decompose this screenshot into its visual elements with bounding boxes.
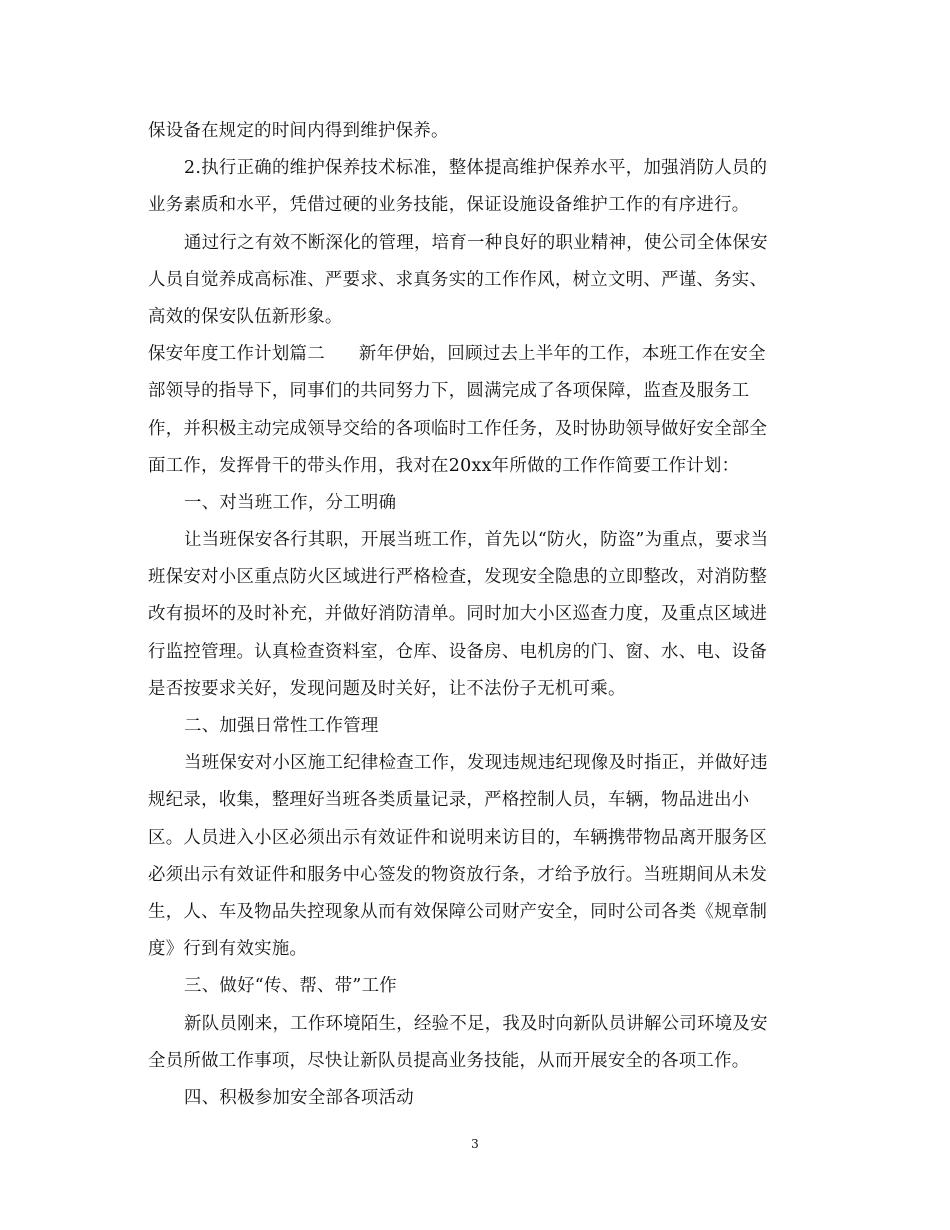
document-body bbox=[148, 113, 804, 1117]
paragraph-line: 部领导的指导下，同事们的共同努力下，圆满完成了各项保障，监查及服务工 bbox=[148, 381, 750, 402]
paragraph-line: 新队员刚来，工作环境陌生，经验不足，我及时向新队员讲解公司环境及安 bbox=[184, 1013, 768, 1034]
section-title-line bbox=[148, 336, 804, 373]
paragraph-line: 2.执行正确的维护保养技术标准，整体提高维护保养水平，加强消防人员的 bbox=[184, 158, 768, 179]
page-number: 3 bbox=[471, 1137, 479, 1151]
section-heading: 四、积极参加安全部各项活动 bbox=[184, 1087, 414, 1108]
section-heading: 一、对当班工作，分工明确 bbox=[184, 492, 397, 513]
paragraph-line: 规纪录，收集，整理好当班各类质量记录，严格控制人员，车辆，物品进出小 bbox=[148, 790, 750, 811]
paragraph-line: 行监控管理。认真检查资料室，仓库、设备房、电机房的门、窗、水、电、设备 bbox=[148, 641, 768, 662]
paragraph-line: 人员自觉养成高标准、严要求、求真务实的工作作风，树立文明、严谨、务实、 bbox=[148, 269, 768, 290]
paragraph-line: 作，并积极主动完成领导交给的各项临时工作任务，及时协助领导做好安全部全 bbox=[148, 418, 768, 439]
paragraph-line: 当班保安对小区施工纪律检查工作，发现违规违纪现像及时指正，并做好违 bbox=[184, 753, 768, 774]
section-heading: 三、做好“传、帮、带”工作 bbox=[184, 976, 397, 997]
section-opening-text: 新年伊始，回顾过去上半年的工作，本班工作在安全 bbox=[358, 344, 766, 365]
paragraph-line: 高效的保安队伍新形象。 bbox=[148, 306, 343, 327]
paragraph-line: 让当班保安各行其职，开展当班工作，首先以“防火，防盗”为重点，要求当 bbox=[184, 530, 769, 551]
paragraph-line: 全员所做工作事项，尽快让新队员提高业务技能，从而开展安全的各项工作。 bbox=[148, 1050, 750, 1071]
section-heading: 二、加强日常性工作管理 bbox=[184, 716, 379, 736]
paragraph-line: 通过行之有效不断深化的管理，培育一种良好的职业精神，使公司全体保安 bbox=[184, 232, 768, 253]
paragraph-line: 面工作，发挥骨干的带头作用，我对在20xx年所做的工作作简要工作计划： bbox=[148, 455, 740, 476]
paragraph-line: 改有损坏的及时补充，并做好消防清单。同时加大小区巡查力度，及重点区域进 bbox=[148, 604, 768, 625]
paragraph-line: 业务素质和水平，凭借过硬的业务技能，保证设施设备维护工作的有序进行。 bbox=[148, 195, 750, 216]
paragraph-line: 度》行到有效实施。 bbox=[148, 939, 308, 960]
paragraph-line: 保设备在规定的时间内得到维护保养。 bbox=[148, 121, 449, 141]
paragraph-line: 是否按要求关好，发现问题及时关好，让不法份子无机可乘。 bbox=[148, 678, 626, 699]
paragraph-line: 必须出示有效证件和服务中心签发的物资放行条，才给予放行。当班期间从未发 bbox=[148, 864, 768, 885]
section-title: 保安年度工作计划篇二 bbox=[148, 344, 325, 365]
paragraph-line: 班保安对小区重点防火区域进行严格检查，发现安全隐患的立即整改，对消防整 bbox=[148, 567, 768, 588]
paragraph-line: 区。人员进入小区必须出示有效证件和说明来访目的，车辆携带物品离开服务区 bbox=[148, 827, 768, 848]
paragraph-line: 生，人、车及物品失控现象从而有效保障公司财产安全，同时公司各类《规章制 bbox=[148, 901, 768, 922]
